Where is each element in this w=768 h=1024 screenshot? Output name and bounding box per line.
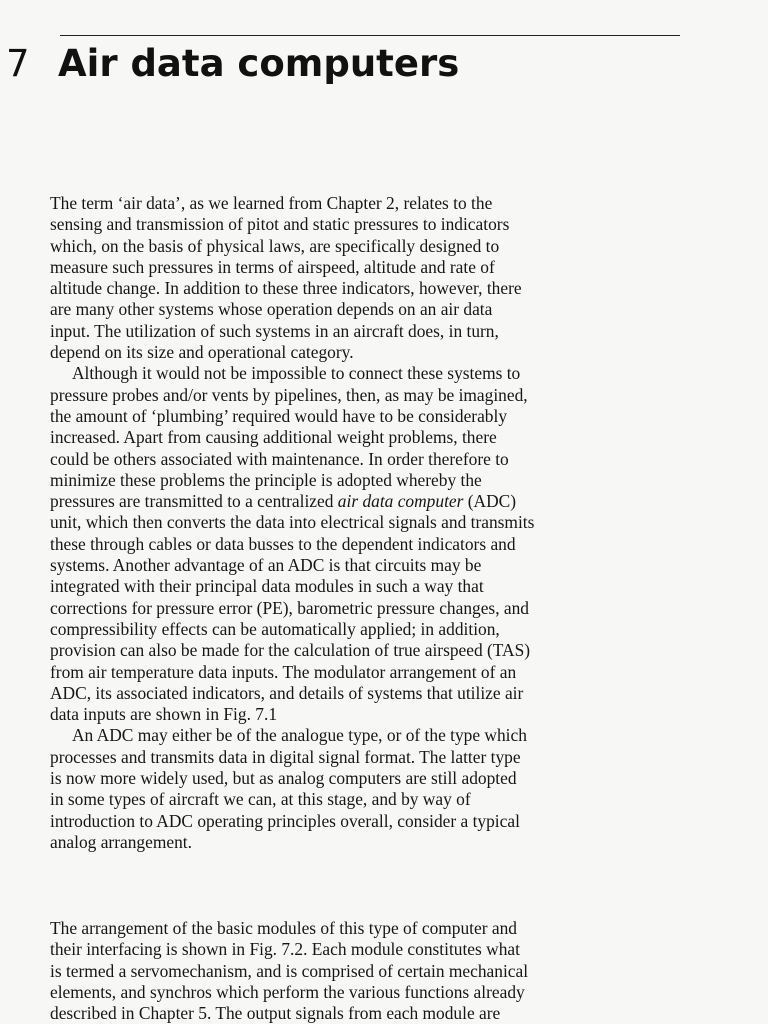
- text-line: compressibility effects can be automatically applied; in addition,: [50, 618, 500, 639]
- text-line: which, on the basis of physical laws, are specifically designed to: [50, 235, 500, 256]
- text-line: is now more widely used, but as analog computers are still adopted: [50, 768, 517, 789]
- text-line: provision can also be made for the calculation of true airspeed (TAS): [50, 640, 531, 661]
- chapter-title: Air data computers: [58, 42, 460, 85]
- text-line: An ADC may either be of the analogue type, or of the type which: [72, 725, 527, 746]
- text-line: minimize these problems the principle is adopted whereby the: [50, 469, 482, 490]
- text-line: introduction to ADC operating principles overall, consider a typical: [50, 810, 520, 831]
- text-line: ADC, its associated indicators, and details of systems that utilize air: [50, 682, 524, 703]
- text-line: systems. Another advantage of an ADC is that circuits may be: [50, 555, 482, 576]
- text-line: Although it would not be impossible to connect these systems to: [72, 363, 521, 384]
- text-line: unit, which then converts the data into electrical signals and transmits: [50, 512, 535, 533]
- text-line: from air temperature data inputs. The modulator arrangement of an: [50, 661, 517, 682]
- text-line: The term ‘air data’, as we learned from Chapter 2, relates to the: [50, 193, 493, 213]
- text-line: increased. Apart from causing additional weight problems, there: [50, 427, 497, 448]
- chapter-heading: [6, 36, 459, 92]
- text-line: are many other systems whose operation depends on an air data: [50, 299, 493, 320]
- text-run: pressures are transmitted to a centralized: [50, 491, 338, 512]
- text-line: is termed a servomechanism, and is comprised of certain mechanical: [50, 960, 529, 981]
- body-text-block-1: [50, 193, 700, 853]
- text-line: could be others associated with maintenance. In order therefore to: [50, 448, 509, 469]
- text-line: [50, 491, 700, 512]
- text-line: altitude change. In addition to these three indicators, however, there: [50, 278, 522, 299]
- text-line: integrated with their principal data modules in such a way that: [50, 576, 484, 597]
- text-line: these through cables or data busses to the dependent indicators and: [50, 533, 516, 554]
- text-line: corrections for pressure error (PE), barometric pressure changes, and: [50, 597, 530, 618]
- text-line: the amount of ‘plumbing’ required would have to be considerably: [50, 405, 508, 426]
- text-line: data inputs are shown in Fig. 7.1: [50, 704, 278, 725]
- text-line: analog arrangement.: [50, 831, 192, 852]
- text-line: The arrangement of the basic modules of this type of computer and: [50, 918, 517, 938]
- chapter-number: 7: [6, 42, 30, 85]
- text-line: input. The utilization of such systems in an aircraft does, in turn,: [50, 320, 499, 341]
- text-line: in some types of aircraft we can, at this stage, and by way of: [50, 789, 471, 810]
- text-line: sensing and transmission of pitot and static pressures to indicators: [50, 214, 510, 235]
- body-text-block-2: [50, 918, 700, 1024]
- text-line: elements, and synchros which perform the various functions already: [50, 981, 525, 1002]
- text-line: processes and transmits data in digital signal format. The latter type: [50, 746, 521, 767]
- text-line: pressure probes and/or vents by pipelines, then, as may be imagined,: [50, 384, 528, 405]
- italic-term-adc: air data computer: [337, 491, 464, 512]
- text-line: their interfacing is shown in Fig. 7.2. Each module constitutes what: [50, 939, 520, 960]
- text-line: measure such pressures in terms of airspeed, altitude and rate of: [50, 256, 495, 277]
- text-line: depend on its size and operational category.: [50, 342, 354, 363]
- text-line: described in Chapter 5. The output signals from each module are: [50, 1003, 501, 1024]
- text-run: (ADC): [463, 491, 517, 512]
